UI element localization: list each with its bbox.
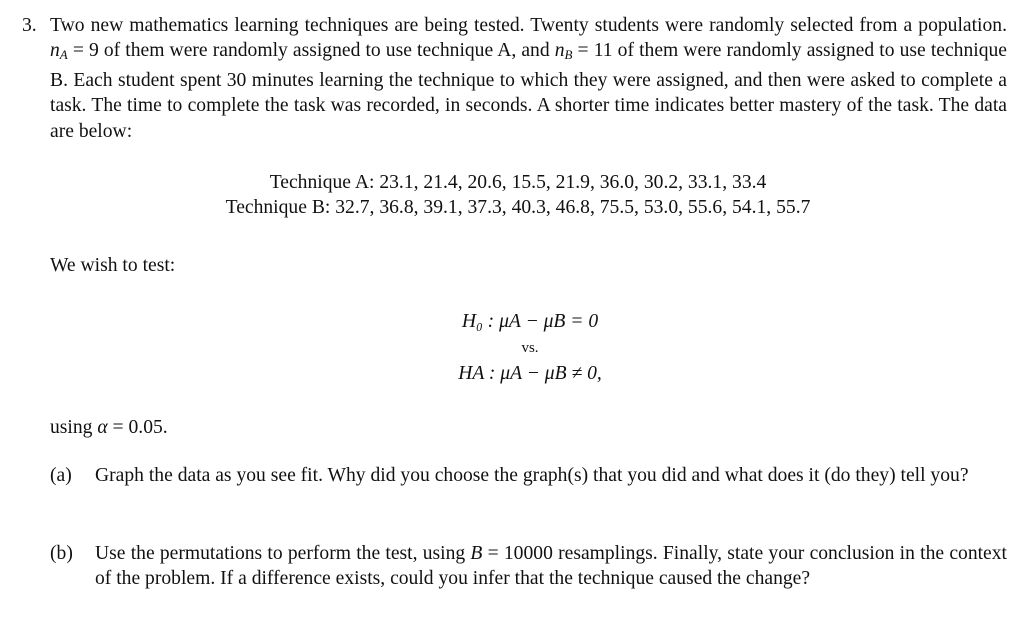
technique-b-row <box>0 195 1036 220</box>
significance-level <box>50 415 168 440</box>
part-a-label: (a) <box>50 465 72 486</box>
technique-a-row <box>0 170 1036 195</box>
part-b-rest: = 10000 resamplings. Finally, state your conclusion in the context of the problem. If a difference exists, could you infer that the technique caused the change? <box>95 543 1007 590</box>
b-symbol: B <box>470 543 483 564</box>
technique-b-values: 32.7, 36.8, 39.1, 37.3, 40.3, 46.8, 75.5, 53.0, 55.6, 54.1, 55.7 <box>335 197 811 219</box>
n-b-subscript: B <box>564 47 573 63</box>
technique-a-label: Technique A: <box>269 172 375 193</box>
n-b-symbol: n <box>554 40 565 62</box>
n-a-equals: = 9 <box>67 40 99 62</box>
data-block <box>0 170 1036 221</box>
versus-label: vs. <box>521 340 539 356</box>
alternative-hypothesis: HA : μA − μB ≠ 0, <box>458 363 602 384</box>
statement-part-1: Two new mathematics learning techniques are being tested. Twenty students were randomly selected from a population. <box>50 15 1007 36</box>
alpha-value: = 0.05. <box>107 417 168 438</box>
statement-part-3: of them were randomly assigned to use technique B. Each student spent 30 minutes learning the technique to which they were assigned, and then were asked to complete a task. The time to complete the task was recorded, in seconds. A shorter time indicates better mastery of the task. The data are below: <box>50 40 1007 142</box>
part-b-label: (b) <box>50 543 73 564</box>
part-a-text: Graph the data as you see fit. Why did you choose the graph(s) that you did and what does it (do they) tell you? <box>95 465 969 486</box>
alpha-prefix: using <box>50 417 98 438</box>
null-hypothesis: H₀ : μA − μB = 0 <box>461 311 599 332</box>
part-b-prefix: Use the permutations to perform the test, using <box>95 543 471 564</box>
alpha-symbol: α <box>97 417 108 438</box>
part-b-text <box>95 541 1007 592</box>
problem-statement <box>50 13 1007 144</box>
technique-b-label: Technique B: <box>225 197 331 219</box>
problem-number: 3. <box>22 15 37 36</box>
statement-part-2: of them were randomly assigned to use technique A, and <box>98 40 555 62</box>
test-intro: We wish to test: <box>50 255 176 276</box>
technique-a-values: 23.1, 21.4, 20.6, 15.5, 21.9, 36.0, 30.2, 33.1, 33.4 <box>379 172 767 193</box>
n-a-subscript: A <box>59 47 68 63</box>
hypotheses-block <box>0 309 1036 387</box>
n-a-symbol: n <box>50 40 60 62</box>
n-b-equals: = 11 <box>572 40 613 62</box>
